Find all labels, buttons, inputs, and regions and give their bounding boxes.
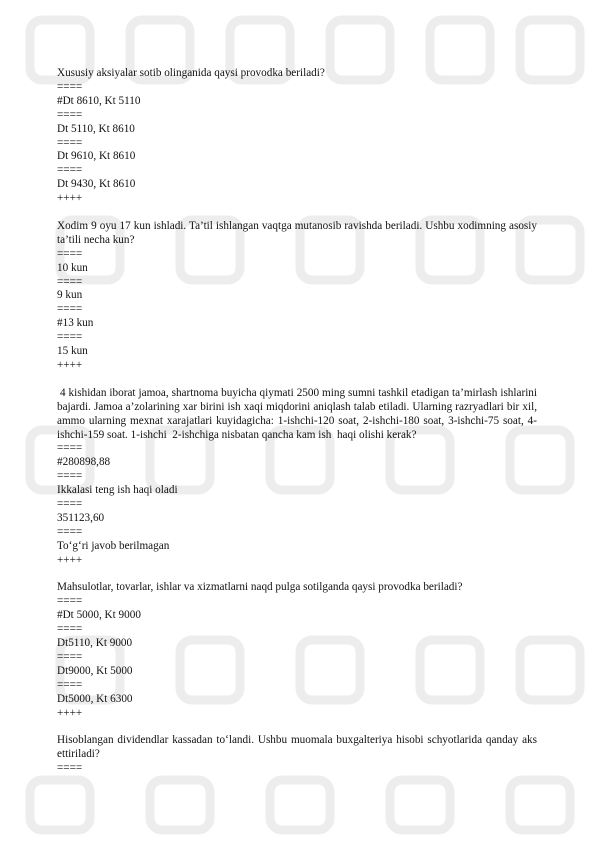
answer-option: Dt9000, Kt 5000 (57, 664, 133, 677)
answer-option: 9 kun (57, 289, 83, 302)
separator-line: ==== (57, 678, 83, 691)
question-block (57, 67, 537, 206)
answer-option: Ikkalasi teng ish haqi oladi (57, 484, 178, 497)
answer-option: #13 kun (57, 317, 94, 330)
separator-line: ==== (57, 651, 83, 664)
separator-line: ==== (57, 595, 83, 608)
answer-option: Dt 9430, Kt 8610 (57, 178, 136, 191)
question-block (57, 581, 537, 720)
answer-option: #Dt 8610, Kt 5110 (57, 94, 141, 107)
separator-line: ==== (57, 442, 83, 455)
separator-line: ==== (57, 247, 83, 260)
question-end-marker: ++++ (57, 192, 83, 205)
answer-option: To‘g‘ri javob berilmagan (57, 539, 170, 552)
separator-line: ==== (57, 470, 83, 483)
question-end-marker: ++++ (57, 553, 83, 566)
question-end-marker: ++++ (57, 706, 83, 719)
answer-option: Dt 9610, Kt 8610 (57, 150, 136, 163)
separator-line: ==== (57, 303, 83, 316)
separator-line: ==== (57, 275, 83, 288)
document-body (57, 67, 540, 776)
separator-line: ==== (57, 762, 83, 775)
separator-line: ==== (57, 498, 83, 511)
question-text: Xususiy aksiyalar sotib olinganida qaysi provodka beriladi? (57, 67, 325, 79)
answer-option: Dt5000, Kt 6300 (57, 692, 133, 705)
question-text: Mahsulotlar, tovarlar, ishlar va xizmatlarni naqd pulga sotilganda qaysi provodka beriladi? (57, 581, 463, 594)
answer-option: #280898,88 (57, 456, 111, 469)
answer-option: 15 kun (57, 345, 88, 358)
blank-line (57, 373, 537, 387)
answer-option: 10 kun (57, 261, 88, 274)
separator-line: ==== (57, 108, 83, 121)
question-block (57, 220, 537, 373)
question-end-marker: ++++ (57, 359, 83, 372)
separator-line: ==== (57, 623, 83, 636)
question-block (57, 386, 540, 568)
blank-line (57, 721, 537, 735)
answer-option: Dt 5110, Kt 8610 (57, 122, 135, 135)
question-text: 4 kishidan iborat jamoa, shartnoma buyicha qiymati 2500 ming sumni tashkil etadigan ta’mirlash ishlarini bajardi. Jamoa a’zolarining xar birini ish xaqi miqdorini aniqlash talab etiladi. Ularning razryadlari bir xil, ammo ularning mexnat xarajatlari kuyidagicha: 1-ishchi-120 soat, 2-ishchi-180 soat, 3-ishchi-75 soat, 4-ishchi-159 soat. 1-ishchi 2-ishchiga nisbatan qancha kam ish haqi olishi kerak? (57, 386, 540, 441)
question-text: Xodim 9 oyu 17 kun ishladi. Ta’til ishlangan vaqtga mutanosib ravishda beriladi. Ushbu xodimning asosiy ta’tili necha kun? (57, 219, 537, 246)
question-text: Hisoblangan dividendlar kassadan to‘landi. Ushbu muomala buxgalteriya hisobi schyotlarida qanday aks ettiriladi? (57, 734, 537, 761)
answer-option: Dt5110, Kt 9000 (57, 637, 133, 650)
blank-line (57, 206, 537, 220)
blank-line (57, 568, 537, 582)
separator-line: ==== (57, 525, 83, 538)
separator-line: ==== (57, 80, 83, 93)
answer-option: #Dt 5000, Kt 9000 (57, 609, 141, 622)
separator-line: ==== (57, 136, 83, 149)
separator-line: ==== (57, 331, 83, 344)
answer-option: 351123,60 (57, 511, 105, 524)
separator-line: ==== (57, 164, 83, 177)
question-block (57, 734, 537, 776)
